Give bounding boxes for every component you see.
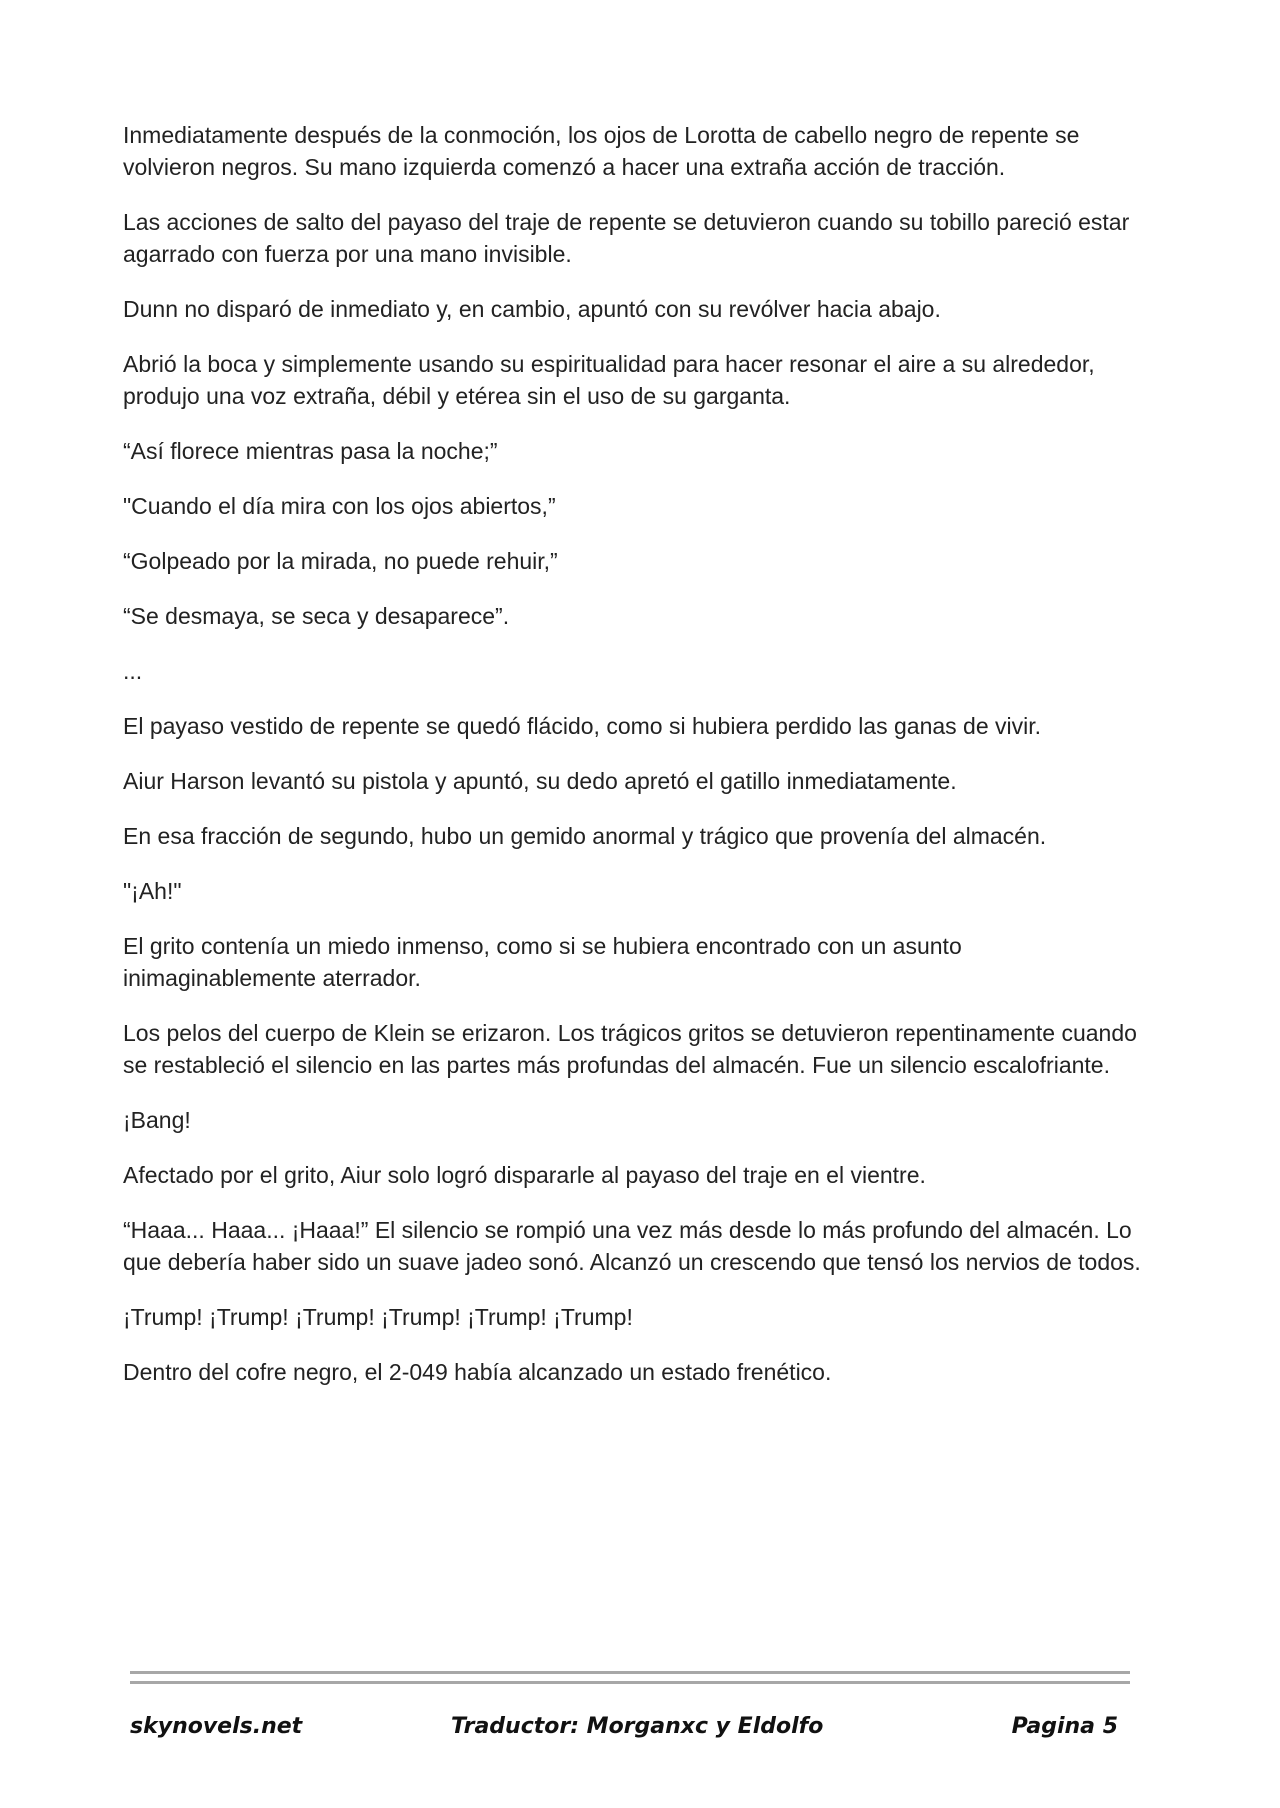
chapter-text — [123, 119, 1143, 1411]
paragraph: “Haaa... Haaa... ¡Haaa!” El silencio se rompió una vez más desde lo más profundo del almacén. Lo que debería haber sido un suave jadeo sonó. Alcanzó un crescendo que tensó los nervios de todos. — [123, 1217, 1141, 1275]
paragraph: Los pelos del cuerpo de Klein se erizaron. Los trágicos gritos se detuvieron repentinamente cuando se restableció el silencio en las partes más profundas del almacén. Fue un silencio escalofriante. — [123, 1020, 1137, 1078]
page-footer — [130, 1714, 1130, 1750]
paragraph: "Cuando el día mira con los ojos abiertos,” — [123, 493, 556, 519]
paragraph: "¡Ah!" — [123, 878, 182, 904]
footer-page-number: Pagina 5 — [1011, 1714, 1118, 1739]
paragraph: El payaso vestido de repente se quedó flácido, como si hubiera perdido las ganas de vivir. — [123, 713, 1042, 739]
footer-site: skynovels.net — [130, 1714, 303, 1739]
paragraph: ¡Bang! — [123, 1107, 191, 1133]
paragraph: En esa fracción de segundo, hubo un gemido anormal y trágico que provenía del almacén. — [123, 823, 1047, 849]
paragraph: ... — [123, 658, 143, 684]
paragraph: Dunn no disparó de inmediato y, en cambio, apuntó con su revólver hacia abajo. — [123, 296, 941, 322]
paragraph: Aiur Harson levantó su pistola y apuntó, su dedo apretó el gatillo inmediatamente. — [123, 768, 957, 794]
footer-translator: Traductor: Morganxc y Eldolfo — [451, 1714, 824, 1739]
paragraph: Las acciones de salto del payaso del traje de repente se detuvieron cuando su tobillo pareció estar agarrado con fuerza por una mano invisible. — [123, 209, 1130, 267]
footer-rule-bottom — [130, 1681, 1130, 1684]
paragraph: El grito contenía un miedo inmenso, como si se hubiera encontrado con un asunto inimaginablemente aterrador. — [123, 933, 962, 991]
footer-rule-top — [130, 1671, 1130, 1674]
paragraph: “Se desmaya, se seca y desaparece”. — [123, 603, 510, 629]
paragraph: “Así florece mientras pasa la noche;” — [123, 438, 498, 464]
paragraph: Inmediatamente después de la conmoción, los ojos de Lorotta de cabello negro de repente se volvieron negros. Su mano izquierda comenzó a hacer una extraña acción de tracción. — [123, 122, 1080, 180]
paragraph: Dentro del cofre negro, el 2-049 había alcanzado un estado frenético. — [123, 1359, 832, 1385]
paragraph: “Golpeado por la mirada, no puede rehuir,” — [123, 548, 558, 574]
paragraph: ¡Trump! ¡Trump! ¡Trump! ¡Trump! ¡Trump! ¡Trump! — [123, 1304, 633, 1330]
footer-divider — [130, 1671, 1130, 1685]
paragraph: Abrió la boca y simplemente usando su espiritualidad para hacer resonar el aire a su alrededor, produjo una voz extraña, débil y etérea sin el uso de su garganta. — [123, 351, 1095, 409]
paragraph: Afectado por el grito, Aiur solo logró dispararle al payaso del traje en el vientre. — [123, 1162, 926, 1188]
